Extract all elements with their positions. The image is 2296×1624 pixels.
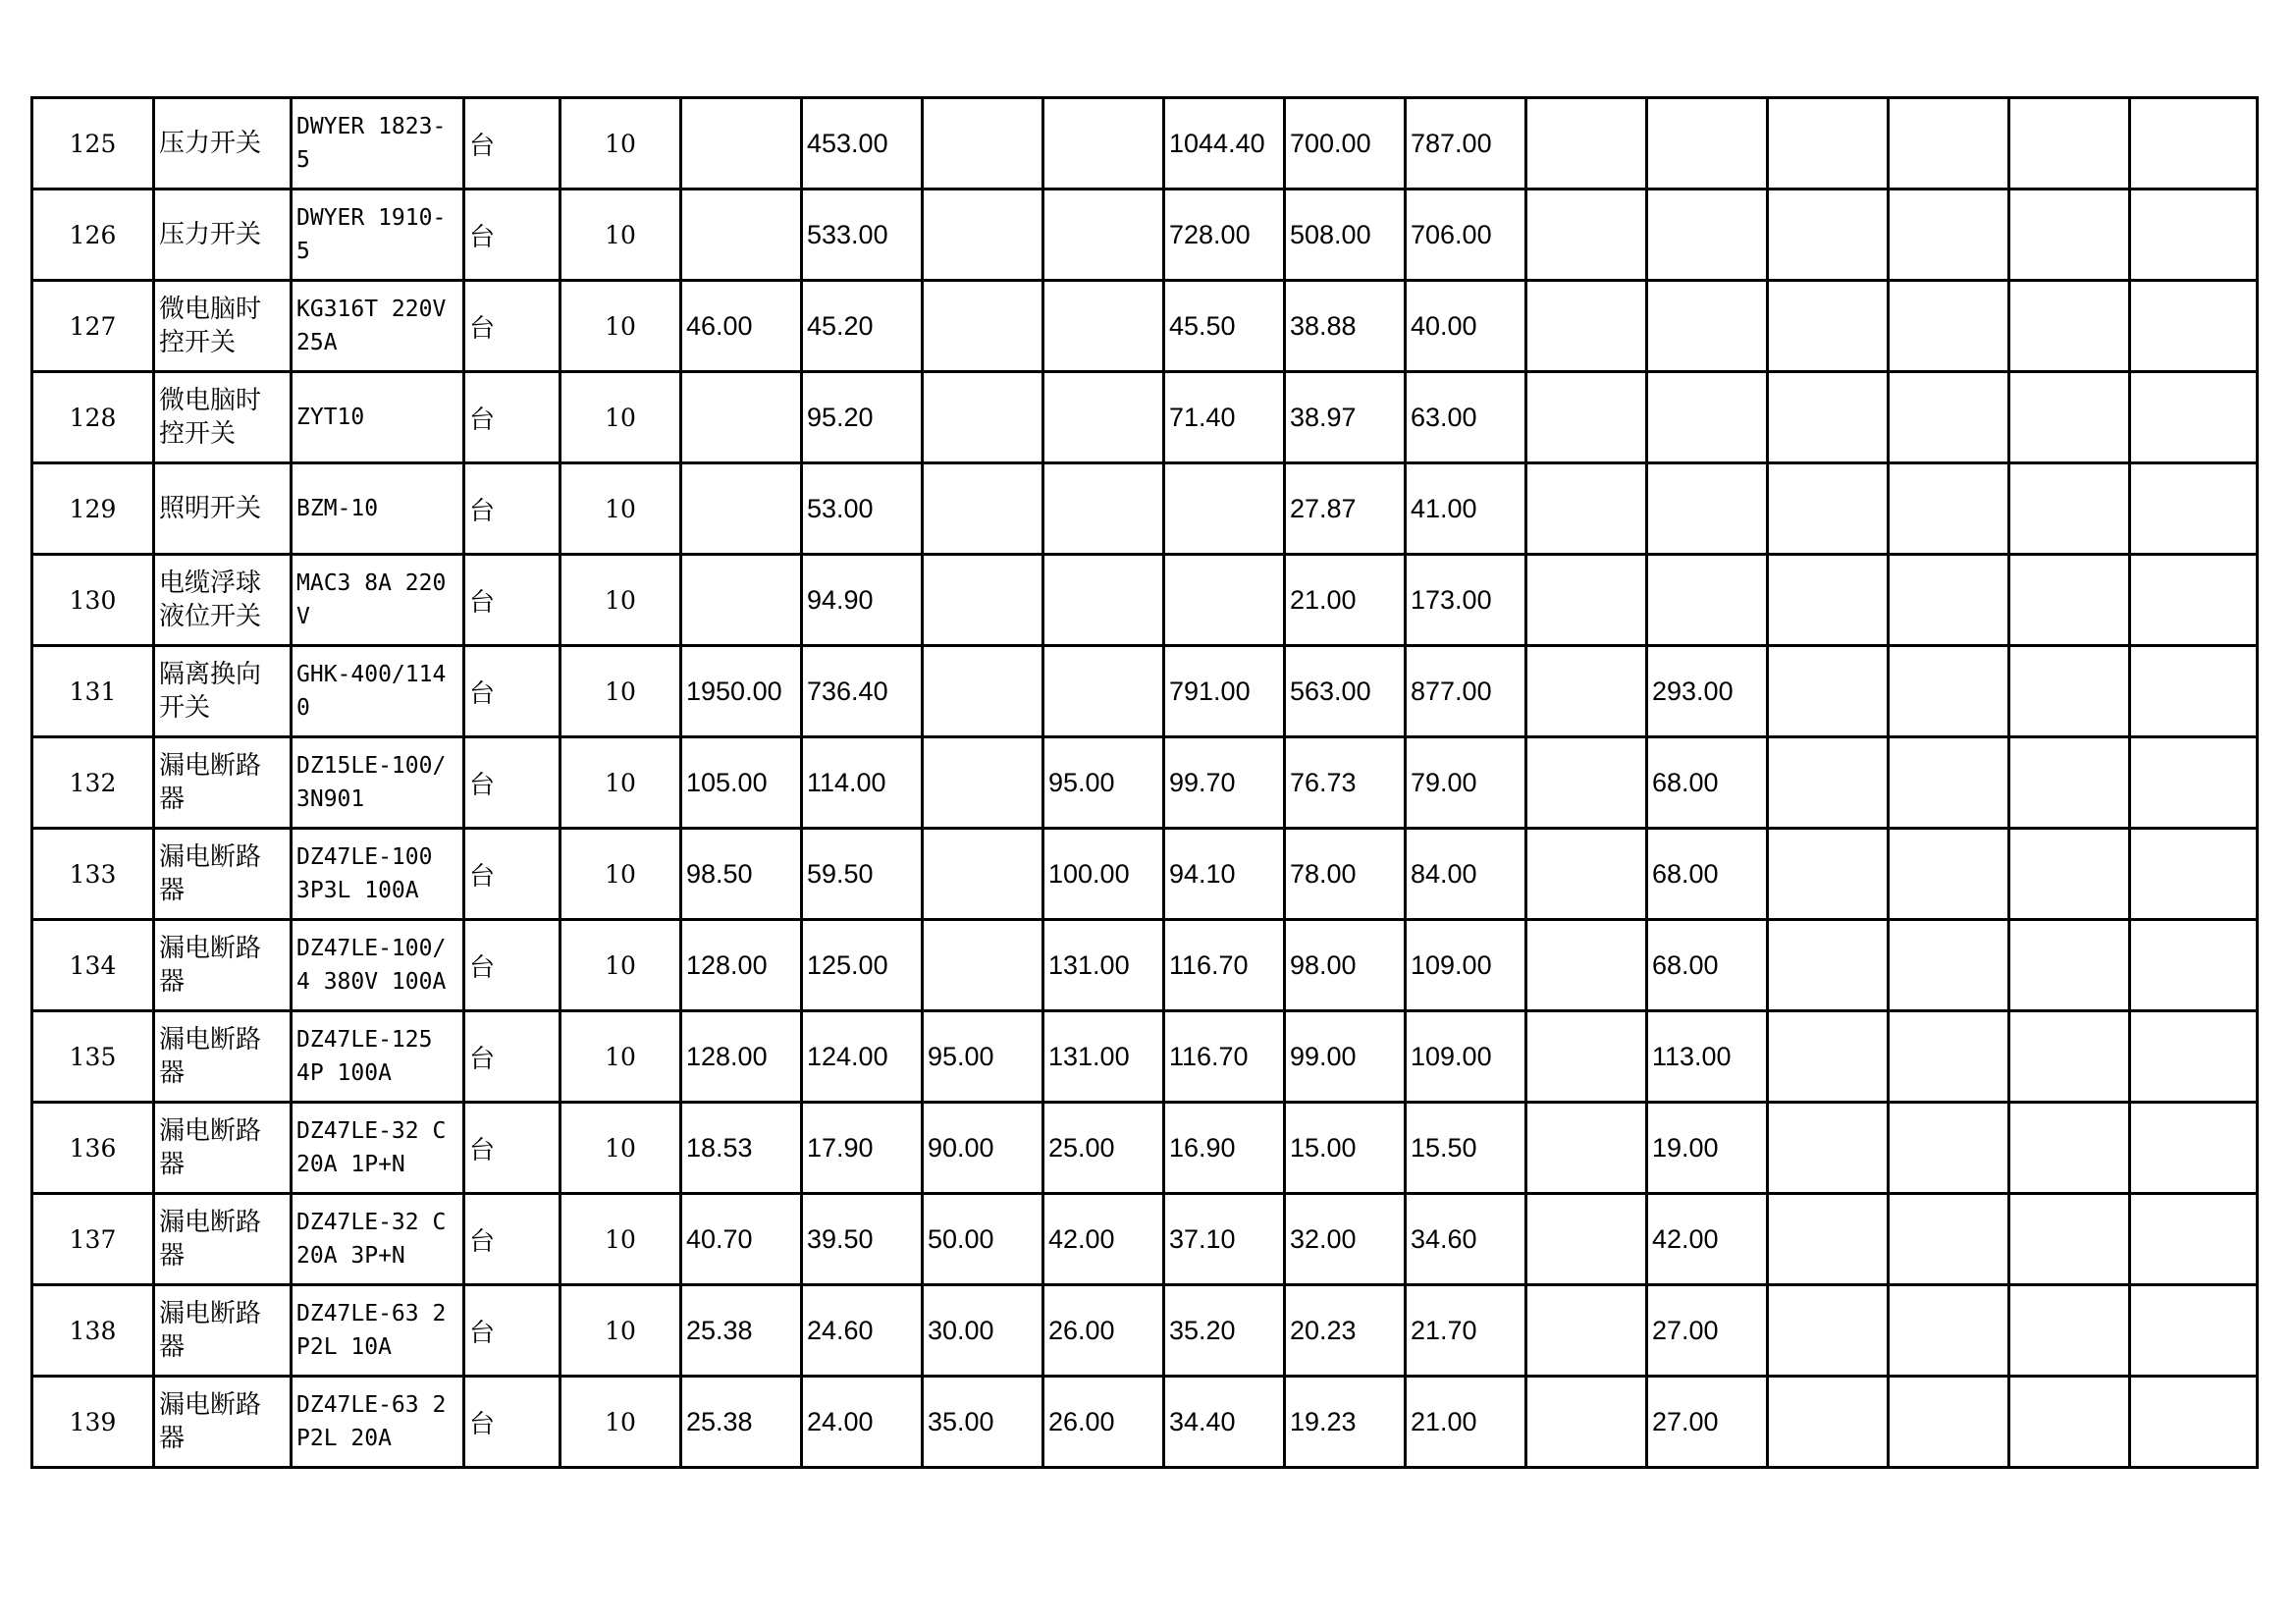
price-cell bbox=[1889, 1285, 2009, 1377]
product-name-cell: 漏电断路器 bbox=[154, 1285, 292, 1377]
product-name-cell: 隔离换向开关 bbox=[154, 646, 292, 737]
quantity-cell: 10 bbox=[561, 1377, 681, 1468]
unit-cell: 台 bbox=[464, 737, 561, 829]
price-cell bbox=[1526, 646, 1647, 737]
price-cell: 128.00 bbox=[681, 920, 802, 1011]
price-cell bbox=[923, 372, 1043, 463]
price-cell bbox=[1768, 1194, 1889, 1285]
quantity-cell: 10 bbox=[561, 98, 681, 189]
price-cell bbox=[1526, 463, 1647, 555]
price-cell bbox=[923, 920, 1043, 1011]
unit-cell: 台 bbox=[464, 372, 561, 463]
row-number-cell: 135 bbox=[32, 1011, 154, 1103]
price-cell: 1950.00 bbox=[681, 646, 802, 737]
price-cell bbox=[1889, 189, 2009, 281]
table-row bbox=[32, 1194, 2258, 1285]
price-cell: 736.40 bbox=[802, 646, 923, 737]
price-cell bbox=[1768, 98, 1889, 189]
price-cell: 37.10 bbox=[1164, 1194, 1285, 1285]
price-cell: 40.70 bbox=[681, 1194, 802, 1285]
price-cell: 95.20 bbox=[802, 372, 923, 463]
model-spec-cell: MAC3 8A 220V bbox=[292, 555, 464, 646]
price-cell: 787.00 bbox=[1406, 98, 1526, 189]
price-cell bbox=[681, 98, 802, 189]
product-name-cell: 漏电断路器 bbox=[154, 1011, 292, 1103]
price-cell bbox=[923, 829, 1043, 920]
row-number-cell: 129 bbox=[32, 463, 154, 555]
price-cell: 293.00 bbox=[1647, 646, 1768, 737]
row-number-cell: 134 bbox=[32, 920, 154, 1011]
model-spec-cell: DZ47LE-100 3P3L 100A bbox=[292, 829, 464, 920]
model-spec-cell: DZ47LE-32 C20A 3P+N bbox=[292, 1194, 464, 1285]
unit-cell: 台 bbox=[464, 1194, 561, 1285]
price-cell: 68.00 bbox=[1647, 737, 1768, 829]
price-cell: 78.00 bbox=[1285, 829, 1406, 920]
price-cell bbox=[1768, 829, 1889, 920]
quantity-cell: 10 bbox=[561, 1285, 681, 1377]
price-cell bbox=[2130, 463, 2258, 555]
price-cell bbox=[1768, 463, 1889, 555]
price-cell bbox=[1768, 1285, 1889, 1377]
price-cell bbox=[1768, 1011, 1889, 1103]
price-cell bbox=[1889, 1103, 2009, 1194]
price-cell bbox=[1647, 189, 1768, 281]
price-cell: 27.00 bbox=[1647, 1377, 1768, 1468]
price-cell: 38.97 bbox=[1285, 372, 1406, 463]
price-cell: 84.00 bbox=[1406, 829, 1526, 920]
row-number-cell: 133 bbox=[32, 829, 154, 920]
unit-cell: 台 bbox=[464, 1285, 561, 1377]
price-cell: 45.20 bbox=[802, 281, 923, 372]
row-number-cell: 138 bbox=[32, 1285, 154, 1377]
table-row bbox=[32, 555, 2258, 646]
price-cell: 173.00 bbox=[1406, 555, 1526, 646]
price-cell: 15.50 bbox=[1406, 1103, 1526, 1194]
table-row bbox=[32, 463, 2258, 555]
price-cell: 26.00 bbox=[1043, 1377, 1164, 1468]
price-cell: 94.10 bbox=[1164, 829, 1285, 920]
price-cell: 453.00 bbox=[802, 98, 923, 189]
price-cell bbox=[1526, 189, 1647, 281]
row-number-cell: 139 bbox=[32, 1377, 154, 1468]
price-cell bbox=[2130, 737, 2258, 829]
model-spec-cell: DWYER 1910-5 bbox=[292, 189, 464, 281]
price-cell bbox=[1526, 555, 1647, 646]
unit-cell: 台 bbox=[464, 281, 561, 372]
quantity-cell: 10 bbox=[561, 1103, 681, 1194]
price-cell bbox=[2009, 646, 2130, 737]
price-cell: 76.73 bbox=[1285, 737, 1406, 829]
price-cell bbox=[1043, 646, 1164, 737]
price-cell: 94.90 bbox=[802, 555, 923, 646]
price-cell: 109.00 bbox=[1406, 1011, 1526, 1103]
price-cell: 45.50 bbox=[1164, 281, 1285, 372]
price-cell bbox=[1526, 1011, 1647, 1103]
price-cell bbox=[681, 372, 802, 463]
price-cell: 79.00 bbox=[1406, 737, 1526, 829]
product-name-cell: 漏电断路器 bbox=[154, 829, 292, 920]
price-cell: 877.00 bbox=[1406, 646, 1526, 737]
price-cell: 24.00 bbox=[802, 1377, 923, 1468]
price-cell bbox=[1889, 646, 2009, 737]
price-cell bbox=[2009, 189, 2130, 281]
row-number-cell: 130 bbox=[32, 555, 154, 646]
price-cell bbox=[2009, 1377, 2130, 1468]
product-name-cell: 漏电断路器 bbox=[154, 737, 292, 829]
product-name-cell: 漏电断路器 bbox=[154, 1194, 292, 1285]
price-cell: 114.00 bbox=[802, 737, 923, 829]
product-name-cell: 微电脑时控开关 bbox=[154, 372, 292, 463]
quantity-cell: 10 bbox=[561, 1194, 681, 1285]
price-cell: 42.00 bbox=[1647, 1194, 1768, 1285]
price-cell: 42.00 bbox=[1043, 1194, 1164, 1285]
price-cell bbox=[2009, 555, 2130, 646]
price-cell bbox=[1768, 1377, 1889, 1468]
row-number-cell: 127 bbox=[32, 281, 154, 372]
price-cell bbox=[1164, 555, 1285, 646]
row-number-cell: 137 bbox=[32, 1194, 154, 1285]
price-cell bbox=[681, 463, 802, 555]
price-cell bbox=[1526, 1285, 1647, 1377]
price-cell bbox=[1526, 1194, 1647, 1285]
price-cell: 563.00 bbox=[1285, 646, 1406, 737]
table-row bbox=[32, 920, 2258, 1011]
price-cell: 40.00 bbox=[1406, 281, 1526, 372]
table-row bbox=[32, 281, 2258, 372]
price-cell bbox=[681, 189, 802, 281]
quantity-cell: 10 bbox=[561, 737, 681, 829]
price-cell: 30.00 bbox=[923, 1285, 1043, 1377]
product-name-cell: 漏电断路器 bbox=[154, 920, 292, 1011]
price-cell bbox=[1526, 1103, 1647, 1194]
quantity-cell: 10 bbox=[561, 281, 681, 372]
price-cell: 32.00 bbox=[1285, 1194, 1406, 1285]
price-cell: 116.70 bbox=[1164, 920, 1285, 1011]
price-cell bbox=[2130, 1285, 2258, 1377]
price-cell bbox=[1043, 555, 1164, 646]
price-cell: 27.00 bbox=[1647, 1285, 1768, 1377]
price-cell: 131.00 bbox=[1043, 920, 1164, 1011]
unit-cell: 台 bbox=[464, 1103, 561, 1194]
unit-cell: 台 bbox=[464, 98, 561, 189]
quantity-cell: 10 bbox=[561, 920, 681, 1011]
model-spec-cell: DZ47LE-32 C20A 1P+N bbox=[292, 1103, 464, 1194]
row-number-cell: 136 bbox=[32, 1103, 154, 1194]
price-cell: 21.00 bbox=[1285, 555, 1406, 646]
model-spec-cell: BZM-10 bbox=[292, 463, 464, 555]
price-cell bbox=[1647, 372, 1768, 463]
price-cell: 533.00 bbox=[802, 189, 923, 281]
price-cell bbox=[1043, 372, 1164, 463]
price-cell bbox=[1889, 463, 2009, 555]
price-cell bbox=[2009, 1103, 2130, 1194]
price-cell: 21.00 bbox=[1406, 1377, 1526, 1468]
table-row bbox=[32, 372, 2258, 463]
price-cell bbox=[2009, 98, 2130, 189]
unit-cell: 台 bbox=[464, 646, 561, 737]
price-cell: 53.00 bbox=[802, 463, 923, 555]
row-number-cell: 132 bbox=[32, 737, 154, 829]
price-cell bbox=[2009, 920, 2130, 1011]
price-cell bbox=[2130, 920, 2258, 1011]
price-cell: 38.88 bbox=[1285, 281, 1406, 372]
quantity-cell: 10 bbox=[561, 555, 681, 646]
price-cell bbox=[2009, 829, 2130, 920]
price-cell bbox=[2130, 829, 2258, 920]
model-spec-cell: DZ47LE-125 4P 100A bbox=[292, 1011, 464, 1103]
price-cell: 35.20 bbox=[1164, 1285, 1285, 1377]
price-cell bbox=[1768, 1103, 1889, 1194]
price-cell: 791.00 bbox=[1164, 646, 1285, 737]
price-cell bbox=[1043, 463, 1164, 555]
price-cell: 25.38 bbox=[681, 1285, 802, 1377]
price-cell: 90.00 bbox=[923, 1103, 1043, 1194]
unit-cell: 台 bbox=[464, 189, 561, 281]
product-name-cell: 压力开关 bbox=[154, 189, 292, 281]
price-cell: 25.00 bbox=[1043, 1103, 1164, 1194]
table-row bbox=[32, 1285, 2258, 1377]
price-cell bbox=[923, 189, 1043, 281]
price-cell bbox=[2009, 1285, 2130, 1377]
price-cell: 25.38 bbox=[681, 1377, 802, 1468]
price-cell: 16.90 bbox=[1164, 1103, 1285, 1194]
price-cell bbox=[1768, 372, 1889, 463]
price-cell bbox=[1526, 737, 1647, 829]
price-cell bbox=[1526, 281, 1647, 372]
table-row bbox=[32, 189, 2258, 281]
price-cell: 50.00 bbox=[923, 1194, 1043, 1285]
model-spec-cell: DZ47LE-63 2P2L 20A bbox=[292, 1377, 464, 1468]
price-cell bbox=[1526, 920, 1647, 1011]
price-cell: 17.90 bbox=[802, 1103, 923, 1194]
price-cell: 34.40 bbox=[1164, 1377, 1285, 1468]
price-cell: 100.00 bbox=[1043, 829, 1164, 920]
unit-cell: 台 bbox=[464, 555, 561, 646]
price-cell: 35.00 bbox=[923, 1377, 1043, 1468]
price-cell bbox=[1526, 1377, 1647, 1468]
price-cell bbox=[1647, 463, 1768, 555]
price-cell bbox=[681, 555, 802, 646]
price-cell bbox=[2130, 1103, 2258, 1194]
price-cell bbox=[1768, 189, 1889, 281]
price-cell bbox=[2130, 646, 2258, 737]
price-cell: 728.00 bbox=[1164, 189, 1285, 281]
quantity-cell: 10 bbox=[561, 646, 681, 737]
model-spec-cell: GHK-400/1140 bbox=[292, 646, 464, 737]
price-cell: 19.00 bbox=[1647, 1103, 1768, 1194]
unit-cell: 台 bbox=[464, 1377, 561, 1468]
price-cell bbox=[2130, 281, 2258, 372]
price-cell bbox=[2009, 281, 2130, 372]
product-name-cell: 漏电断路器 bbox=[154, 1103, 292, 1194]
table-row bbox=[32, 1011, 2258, 1103]
price-cell: 99.70 bbox=[1164, 737, 1285, 829]
row-number-cell: 128 bbox=[32, 372, 154, 463]
price-cell bbox=[1526, 829, 1647, 920]
table-row bbox=[32, 98, 2258, 189]
price-cell bbox=[2130, 555, 2258, 646]
price-cell bbox=[1043, 281, 1164, 372]
price-cell bbox=[2130, 1194, 2258, 1285]
price-cell: 34.60 bbox=[1406, 1194, 1526, 1285]
price-cell bbox=[1889, 1194, 2009, 1285]
price-cell: 19.23 bbox=[1285, 1377, 1406, 1468]
price-comparison-table bbox=[30, 96, 2259, 1469]
price-cell bbox=[1768, 737, 1889, 829]
price-cell bbox=[1164, 463, 1285, 555]
price-cell: 20.23 bbox=[1285, 1285, 1406, 1377]
price-cell: 15.00 bbox=[1285, 1103, 1406, 1194]
price-cell: 1044.40 bbox=[1164, 98, 1285, 189]
quantity-cell: 10 bbox=[561, 1011, 681, 1103]
product-name-cell: 压力开关 bbox=[154, 98, 292, 189]
price-cell: 63.00 bbox=[1406, 372, 1526, 463]
price-cell bbox=[1768, 555, 1889, 646]
price-cell: 18.53 bbox=[681, 1103, 802, 1194]
product-name-cell: 照明开关 bbox=[154, 463, 292, 555]
table-row bbox=[32, 737, 2258, 829]
price-cell bbox=[1768, 281, 1889, 372]
price-cell bbox=[923, 555, 1043, 646]
price-cell bbox=[923, 737, 1043, 829]
price-cell bbox=[1889, 829, 2009, 920]
price-cell: 71.40 bbox=[1164, 372, 1285, 463]
price-cell: 105.00 bbox=[681, 737, 802, 829]
price-cell bbox=[2009, 463, 2130, 555]
unit-cell: 台 bbox=[464, 829, 561, 920]
price-cell: 700.00 bbox=[1285, 98, 1406, 189]
price-cell: 46.00 bbox=[681, 281, 802, 372]
price-cell: 68.00 bbox=[1647, 920, 1768, 1011]
price-cell bbox=[1647, 98, 1768, 189]
price-cell bbox=[1889, 555, 2009, 646]
row-number-cell: 125 bbox=[32, 98, 154, 189]
price-cell bbox=[1647, 555, 1768, 646]
price-cell bbox=[1889, 1011, 2009, 1103]
model-spec-cell: KG316T 220V 25A bbox=[292, 281, 464, 372]
model-spec-cell: DWYER 1823-5 bbox=[292, 98, 464, 189]
price-cell: 24.60 bbox=[802, 1285, 923, 1377]
table-row bbox=[32, 829, 2258, 920]
price-cell: 59.50 bbox=[802, 829, 923, 920]
price-cell bbox=[1889, 98, 2009, 189]
price-cell: 706.00 bbox=[1406, 189, 1526, 281]
unit-cell: 台 bbox=[464, 1011, 561, 1103]
table-row bbox=[32, 646, 2258, 737]
price-cell: 27.87 bbox=[1285, 463, 1406, 555]
row-number-cell: 126 bbox=[32, 189, 154, 281]
price-cell: 95.00 bbox=[923, 1011, 1043, 1103]
quantity-cell: 10 bbox=[561, 829, 681, 920]
unit-cell: 台 bbox=[464, 920, 561, 1011]
product-name-cell: 漏电断路器 bbox=[154, 1377, 292, 1468]
price-cell bbox=[1647, 281, 1768, 372]
model-spec-cell: ZYT10 bbox=[292, 372, 464, 463]
price-cell bbox=[1889, 920, 2009, 1011]
price-cell bbox=[2009, 1011, 2130, 1103]
model-spec-cell: DZ47LE-100/4 380V 100A bbox=[292, 920, 464, 1011]
price-cell bbox=[923, 646, 1043, 737]
price-cell: 26.00 bbox=[1043, 1285, 1164, 1377]
price-cell: 124.00 bbox=[802, 1011, 923, 1103]
price-cell bbox=[2130, 1377, 2258, 1468]
row-number-cell: 131 bbox=[32, 646, 154, 737]
table-row bbox=[32, 1103, 2258, 1194]
model-spec-cell: DZ47LE-63 2P2L 10A bbox=[292, 1285, 464, 1377]
table-body bbox=[32, 98, 2258, 1468]
price-cell bbox=[1526, 98, 1647, 189]
product-name-cell: 电缆浮球液位开关 bbox=[154, 555, 292, 646]
price-cell: 109.00 bbox=[1406, 920, 1526, 1011]
table-row bbox=[32, 1377, 2258, 1468]
price-cell bbox=[1768, 920, 1889, 1011]
price-cell bbox=[1526, 372, 1647, 463]
price-cell bbox=[1043, 189, 1164, 281]
quantity-cell: 10 bbox=[561, 189, 681, 281]
price-cell bbox=[2130, 1011, 2258, 1103]
product-name-cell: 微电脑时控开关 bbox=[154, 281, 292, 372]
price-cell bbox=[2009, 737, 2130, 829]
price-cell bbox=[2130, 98, 2258, 189]
price-cell: 131.00 bbox=[1043, 1011, 1164, 1103]
price-cell: 98.50 bbox=[681, 829, 802, 920]
price-cell: 21.70 bbox=[1406, 1285, 1526, 1377]
price-cell bbox=[1043, 98, 1164, 189]
price-cell bbox=[1889, 737, 2009, 829]
price-cell bbox=[923, 463, 1043, 555]
price-cell: 99.00 bbox=[1285, 1011, 1406, 1103]
price-cell bbox=[2130, 189, 2258, 281]
price-cell bbox=[2009, 1194, 2130, 1285]
price-cell bbox=[1889, 372, 2009, 463]
quantity-cell: 10 bbox=[561, 372, 681, 463]
price-cell: 508.00 bbox=[1285, 189, 1406, 281]
price-cell bbox=[1768, 646, 1889, 737]
price-cell: 113.00 bbox=[1647, 1011, 1768, 1103]
price-cell: 41.00 bbox=[1406, 463, 1526, 555]
model-spec-cell: DZ15LE-100/3N901 bbox=[292, 737, 464, 829]
price-cell: 98.00 bbox=[1285, 920, 1406, 1011]
price-cell bbox=[2130, 372, 2258, 463]
price-cell: 116.70 bbox=[1164, 1011, 1285, 1103]
price-cell bbox=[2009, 372, 2130, 463]
price-cell: 68.00 bbox=[1647, 829, 1768, 920]
price-cell bbox=[1889, 1377, 2009, 1468]
price-cell: 125.00 bbox=[802, 920, 923, 1011]
price-cell bbox=[923, 281, 1043, 372]
price-cell: 39.50 bbox=[802, 1194, 923, 1285]
price-cell: 128.00 bbox=[681, 1011, 802, 1103]
unit-cell: 台 bbox=[464, 463, 561, 555]
price-cell bbox=[1889, 281, 2009, 372]
price-cell: 95.00 bbox=[1043, 737, 1164, 829]
price-cell bbox=[923, 98, 1043, 189]
quantity-cell: 10 bbox=[561, 463, 681, 555]
